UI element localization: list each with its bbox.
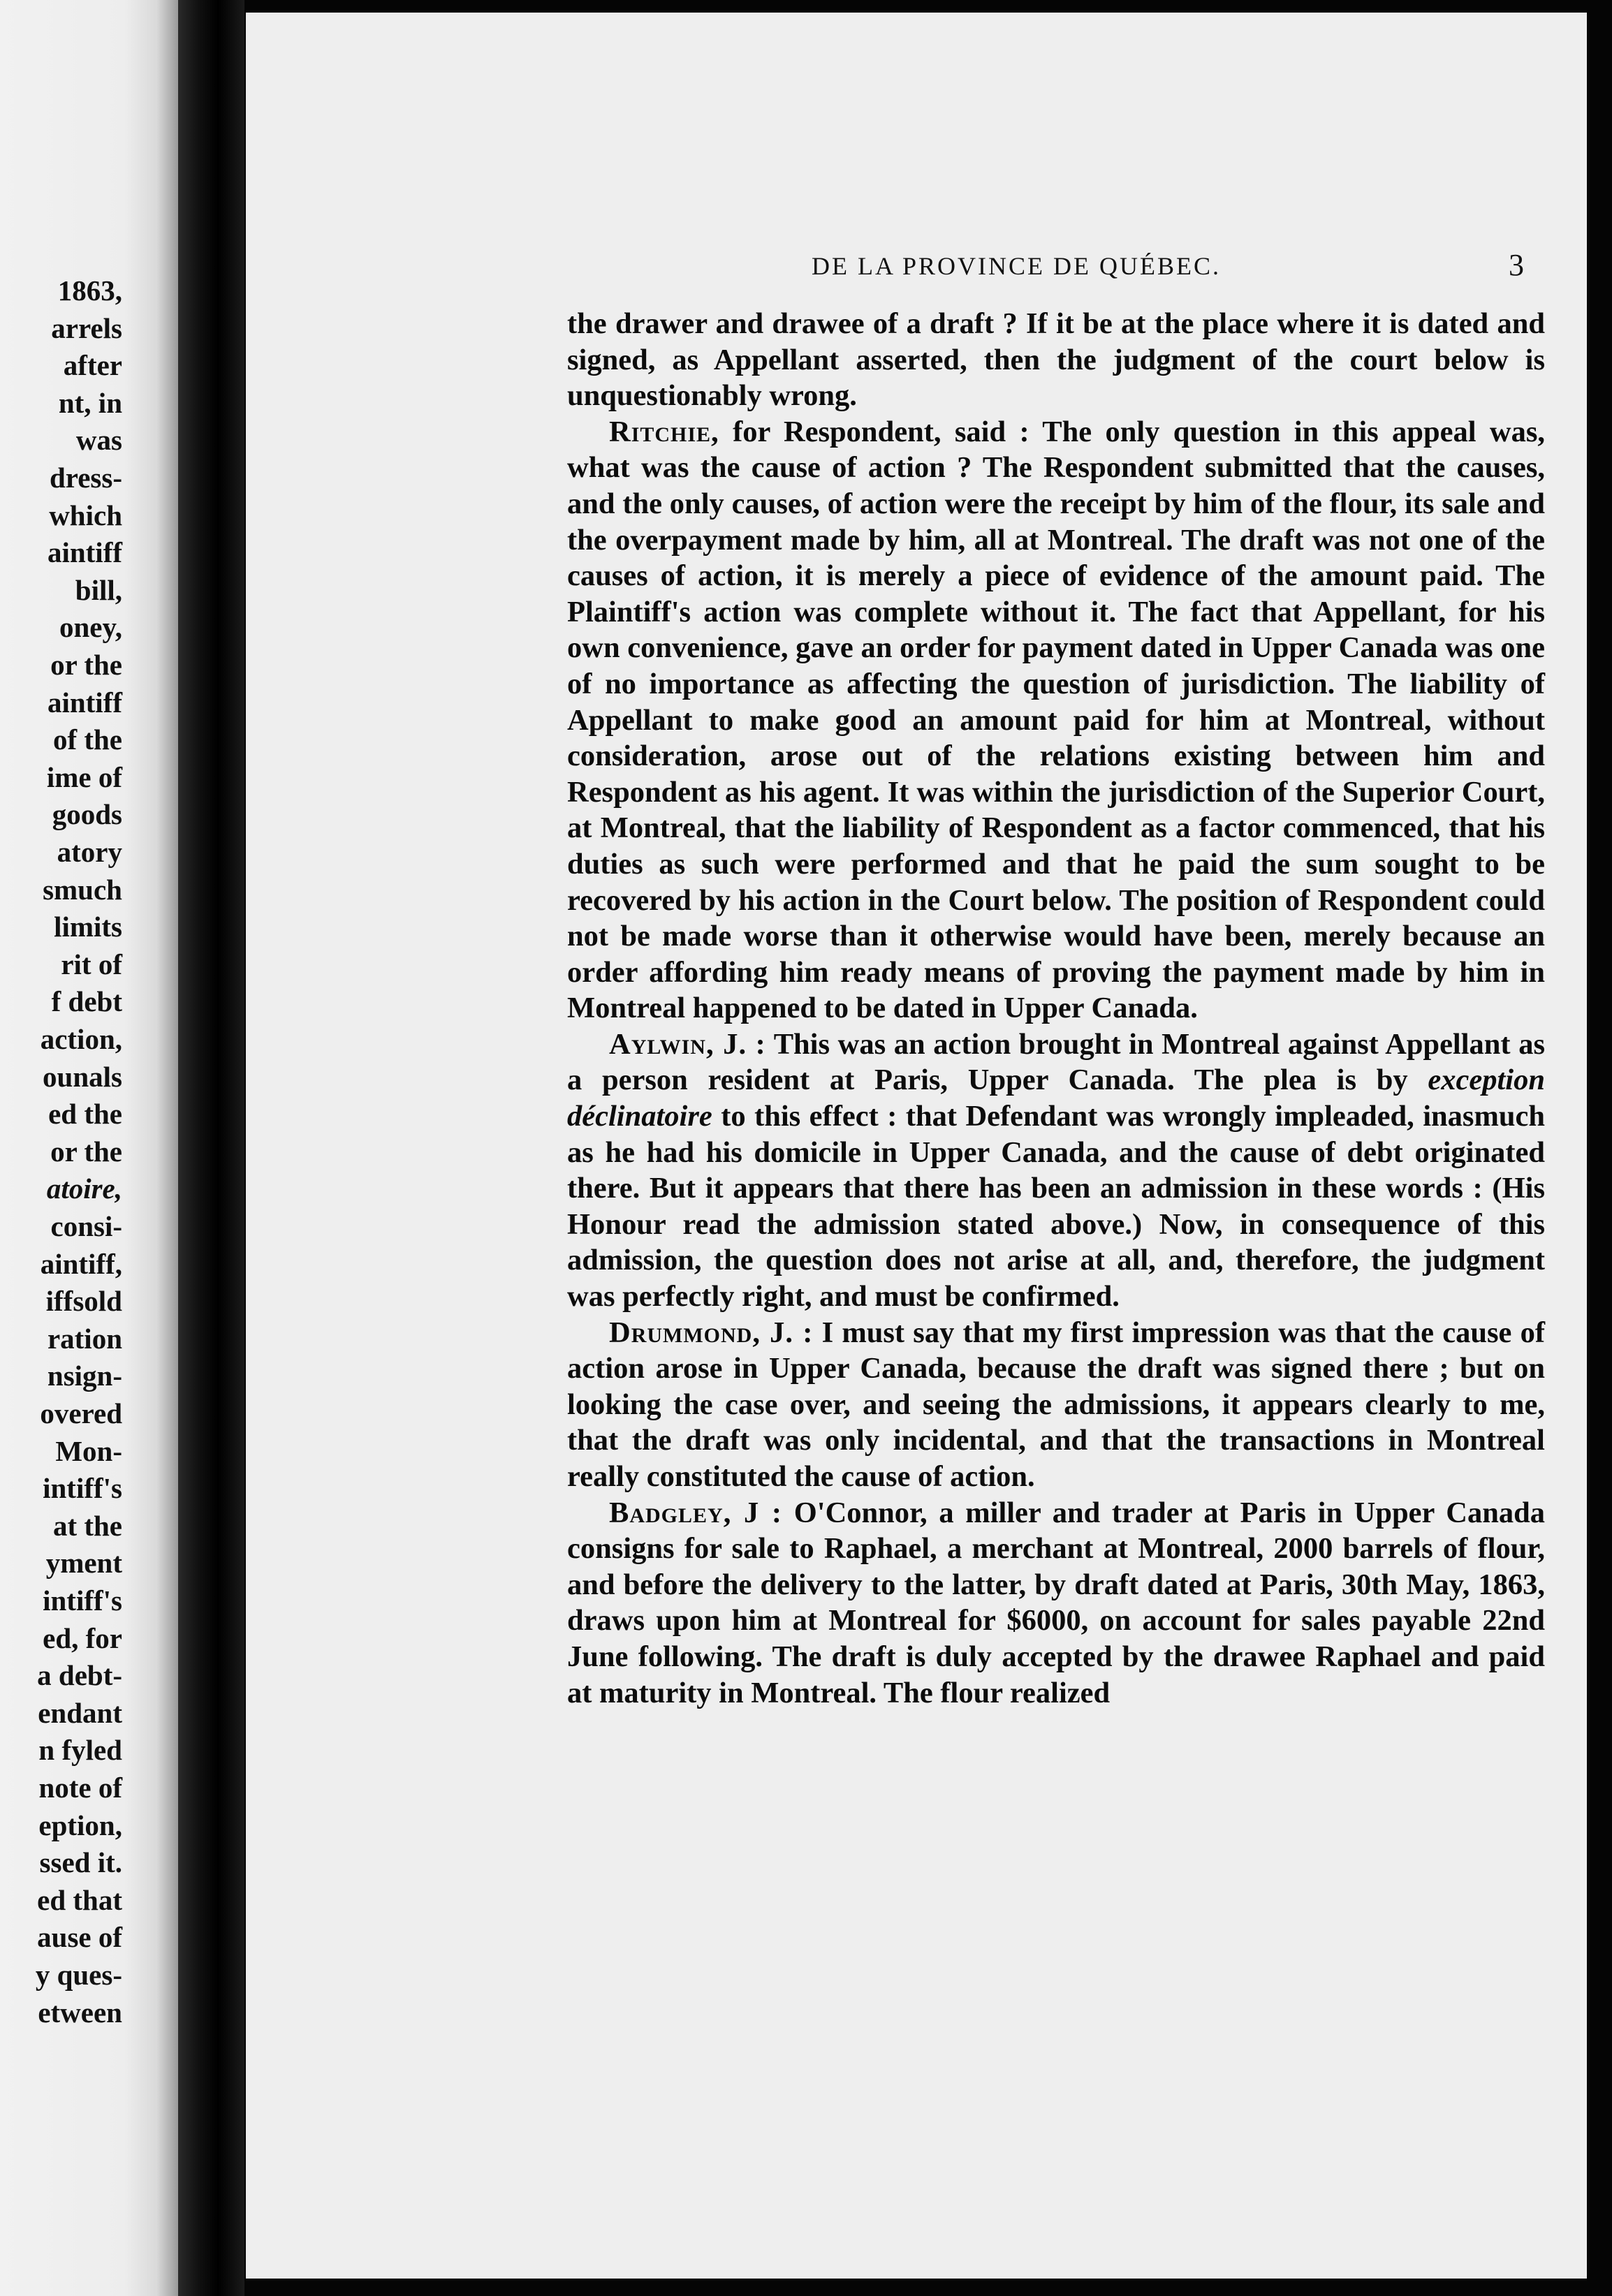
left-page-line: bill,	[75, 573, 122, 606]
left-page-line: aintiff	[47, 686, 122, 719]
left-page-line: intiff's	[43, 1584, 122, 1617]
left-page-line: or the	[50, 1135, 122, 1168]
left-page-line: eption,	[38, 1809, 122, 1841]
left-page-line: endant	[38, 1696, 122, 1729]
left-page-line: smuch	[43, 873, 122, 906]
left-page-line: yment	[45, 1547, 122, 1580]
speaker-name: Drummond, J. :	[609, 1316, 814, 1349]
paragraph-text: I must say that my first impression was that the cause of action arose in Upper Canada, because the draft was signed there ; but on looking the case over, and seeing the admissions, it appears clearly to me, that the draft was only incidental, and that the transactions in Montreal really constituted the cause of action.	[567, 1316, 1545, 1493]
left-page-line: ed the	[48, 1098, 122, 1131]
left-page-line: oney,	[59, 611, 122, 644]
speaker-name: Badgley, J :	[609, 1496, 783, 1529]
body-text	[567, 306, 1545, 1711]
left-page-line: after	[63, 349, 122, 382]
paragraph-badgley	[567, 1495, 1545, 1712]
left-page-line: aintiff,	[40, 1247, 122, 1280]
left-page-line: etween	[38, 1996, 122, 2029]
left-page-line: nt, in	[58, 386, 122, 419]
running-title: DE LA PROVINCE DE QUÉBEC.	[812, 252, 1221, 280]
left-page-line: aintiff	[47, 536, 122, 569]
left-page-line: which	[49, 499, 122, 531]
left-page-line: of the	[52, 723, 122, 756]
left-page-line: ause of	[37, 1921, 122, 1954]
left-page-line: nsign-	[47, 1360, 122, 1392]
left-page-line: at the	[52, 1509, 122, 1542]
left-page-line: overed	[40, 1397, 122, 1429]
left-page-line: rit of	[61, 948, 122, 980]
left-page-line: action,	[40, 1023, 122, 1055]
left-page-line: 1863,	[57, 274, 122, 307]
italic-term: exception déclinatoire	[567, 1064, 1545, 1133]
left-page-line: was	[75, 424, 122, 457]
left-page-line: atory	[57, 836, 122, 868]
paragraph-text: for Respondent, said : The only question in this appeal was, what was the cause of action ? The Respondent submitted that the causes, and the only causes, of action were the receipt by him of the flour, its sale and the overpayment made by him, all at Montreal. The draft was not one of the causes of action, it is merely a piece of evidence of the amount paid. The Plaintiff's action was complete without it. The fact that Appellant, for his own convenience, gave an order for payment dated in Upper Canada was one of no importance as affecting the question of jurisdiction. The liability of Appellant to make good an amount paid for him at Montreal, without consideration, arose out of the relations existing between him and Respondent as his agent. It was within the jurisdiction of the Superior Court, at Montreal, that the liability of Respondent as a factor commenced, that his duties as such were performed and that he paid the sum sought to be recovered by his action in the Court below. The position of Respondent could not be made worse than it otherwise would have been, merely because an order affording him ready means of proving the payment made by him in Montreal happened to be dated in Upper Canada.	[567, 415, 1545, 1025]
left-page-line: Mon-	[55, 1434, 122, 1467]
paragraph-ritchie	[567, 414, 1545, 1026]
left-page-line: goods	[52, 798, 122, 831]
paragraph-text: This was an action brought in Montreal against Appellant as a person resident at Paris, Upper Canada. The plea is by	[567, 1027, 1545, 1097]
running-head	[574, 248, 1538, 293]
paragraph-text-cont: to this effect : that Defendant was wrongly impleaded, inasmuch as he had his domicile in Upper Canada, and the cause of debt originated there. But it appears that there has been an admission in these words : (His Honour read the admission stated above.) Now, in consequence of this admission, the question does not arise at all, and, therefore, the judgment was perfectly right, and must be confirmed.	[567, 1100, 1545, 1313]
paragraph-continuation	[567, 306, 1545, 414]
left-page-line: arrels	[51, 311, 122, 344]
left-page-line: atoire,	[46, 1172, 122, 1205]
left-page-line: n fyled	[38, 1734, 122, 1767]
left-page-line: ssed it.	[39, 1846, 122, 1879]
speaker-name: Ritchie,	[609, 415, 719, 448]
paragraph-text: O'Connor, a miller and trader at Paris in Upper Canada consigns for sale to Raphael, a merchant at Montreal, 2000 barrels of flour, and before the delivery to the latter, by draft dated at Paris, 30th May, 1863, draws upon him at Montreal for $6000, on account for sales payable 22nd June following. The draft is duly accepted by the drawee Raphael and paid at maturity in Montreal. The flour realized	[567, 1496, 1545, 1709]
right-page	[246, 13, 1587, 2279]
left-page-line: ration	[47, 1322, 122, 1355]
left-page-line: ounals	[43, 1060, 122, 1093]
left-page-line: y ques-	[35, 1959, 122, 1991]
speaker-name: Aylwin, J. :	[609, 1027, 766, 1061]
left-page-line: ime of	[46, 760, 122, 793]
page-number: 3	[1509, 248, 1524, 282]
left-page-line: note of	[38, 1772, 122, 1804]
left-page-line: a debt-	[37, 1659, 122, 1692]
paragraph-drummond	[567, 1315, 1545, 1495]
left-page-fragment	[0, 0, 178, 2296]
paragraph-text: the drawer and drawee of a draft ? If it be at the place where it is dated and signed, as Appellant asserted, then the judgment of the court below is unquestionably wrong.	[567, 307, 1545, 413]
left-page-line: or the	[50, 649, 122, 681]
paragraph-aylwin	[567, 1026, 1545, 1315]
left-page-line: dress-	[49, 462, 122, 494]
left-page-line: consi-	[50, 1210, 122, 1242]
left-page-line: ed that	[37, 1883, 122, 1916]
left-page-line: iffsold	[45, 1285, 122, 1318]
left-page-line: ed, for	[43, 1621, 122, 1654]
book-gutter-shadow	[178, 0, 244, 2296]
left-page-line: intiff's	[43, 1472, 122, 1505]
left-page-line: limits	[54, 911, 122, 943]
left-page-line: f debt	[51, 985, 122, 1018]
